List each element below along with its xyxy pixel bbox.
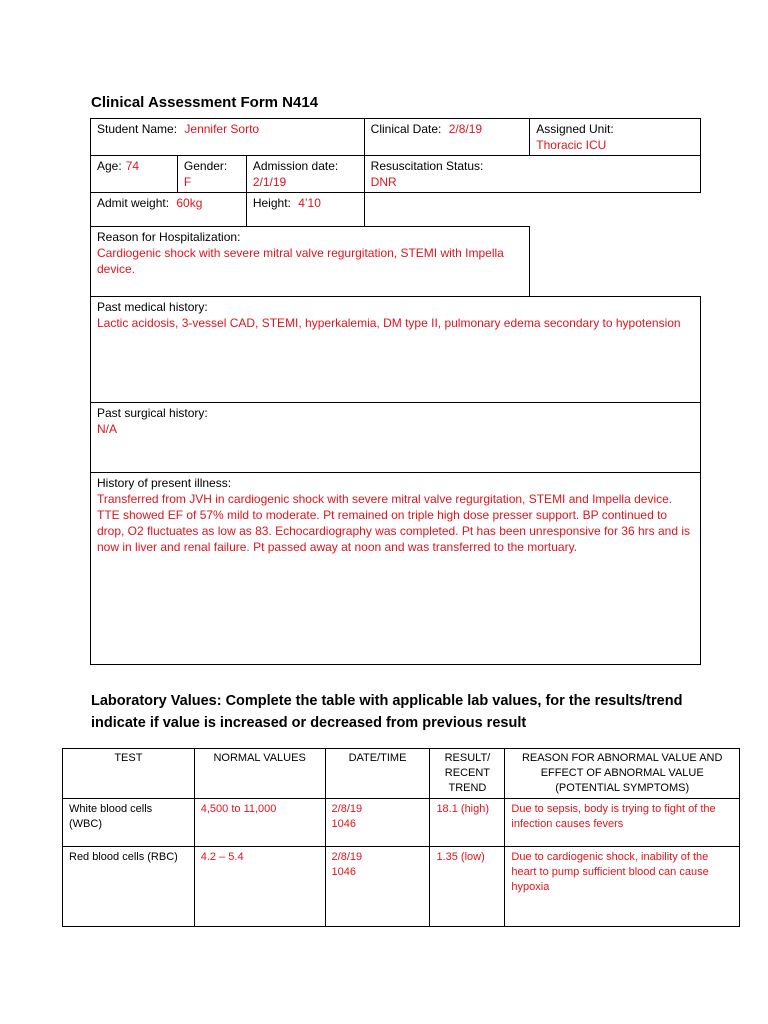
resuscitation-label: Resuscitation Status: [370,159,484,173]
empty-cell [364,193,700,227]
test-name-line2: (WBC) [69,818,102,830]
admission-date-label: Admission date: [252,159,339,173]
header-normal [194,749,325,799]
student-name-cell [91,119,365,156]
gender-value: F [183,175,192,189]
reason-text: Due to sepsis, body is trying to fight of the infection causes fevers [505,799,740,847]
gender-label: Gender: [183,159,228,173]
lab-values-heading: Laboratory Values: Complete the table with applicable lab values, for the results/trend indicate if value is increased or decreased from previous result [91,693,683,731]
assigned-unit-value: Thoracic ICU [536,138,607,152]
resuscitation-value: DNR [370,175,397,189]
height-cell [246,193,364,227]
student-name-label: Student Name: [97,122,178,136]
header-reason-line1: REASON FOR ABNORMAL VALUE AND [521,752,723,764]
header-result-line2: RECENT [444,767,491,779]
gender-cell [177,156,246,193]
psh-label: Past surgical history: [97,406,208,420]
date-time [325,847,430,927]
height-value: 4’10 [298,196,321,210]
header-test-text: TEST [114,752,143,764]
lab-header-row [63,749,740,799]
resuscitation-cell [364,156,700,193]
pmh-label: Past medical history: [97,300,208,314]
admit-weight-value: 60kg [176,196,203,210]
header-result [430,749,505,799]
pmh-cell [91,297,701,403]
hpi-label: History of present illness: [97,476,232,490]
date-value: 2/8/19 [331,803,363,815]
reason-value: Cardiogenic shock with severe mitral valve regurgitation, STEMI with Impella device. [97,246,504,276]
reason-label: Reason for Hospitalization: [97,230,241,244]
time-value: 1046 [331,866,357,878]
date-value: 2/8/19 [331,851,363,863]
header-result-line3: TREND [448,782,487,794]
assigned-unit-cell [530,119,701,156]
test-name [63,799,195,847]
table-row [63,799,740,847]
normal-value: 4.2 – 5.4 [194,847,325,927]
assigned-unit-label: Assigned Unit: [536,122,614,136]
height-label: Height: [252,196,291,210]
header-datetime [325,749,430,799]
pmh-value: Lactic acidosis, 3-vessel CAD, STEMI, hyperkalemia, DM type II, pulmonary edema secondary to hypotension [97,316,681,330]
time-value: 1046 [331,818,357,830]
clinical-date-cell [364,119,530,156]
patient-info-table [90,118,701,665]
student-name-value: Jennifer Sorto [184,122,260,136]
header-result-line1: RESULT/ [444,752,491,764]
admit-weight-label: Admit weight: [97,196,170,210]
age-value: 74 [125,159,140,173]
header-datetime-text: DATE/TIME [348,752,407,764]
result-value: 1.35 (low) [430,847,505,927]
test-name-line1: Red blood cells (RBC) [69,851,178,863]
test-name [63,847,195,927]
admit-weight-cell [91,193,247,227]
hpi-value: Transferred from JVH in cardiogenic shock with severe mitral valve regurgitation, STEMI and Impella device. TTE showed EF of 57% mild to moderate. Pt remained on triple high dose presser support. BP continued to drop, O2 fluctuates as low as 83. Echocardiography was completed. Pt has been unresponsive for 36 hrs and is now in liver and renal failure. Pt passed away at noon and was transferred to the mortuary. [97,492,691,554]
date-time [325,799,430,847]
header-test [63,749,195,799]
lab-values-table [62,748,740,927]
clinical-date-label: Clinical Date: [370,122,442,136]
admission-date-cell [246,156,364,193]
normal-value: 4,500 to 11,000 [194,799,325,847]
header-reason-line3: (POTENTIAL SYMPTOMS) [555,782,690,794]
age-cell [91,156,178,193]
header-reason-line2: EFFECT OF ABNORMAL VALUE [540,767,704,779]
result-value: 18.1 (high) [430,799,505,847]
psh-value: N/A [97,422,118,436]
clinical-date-value: 2/8/19 [448,122,483,136]
table-row [63,847,740,927]
header-normal-text: NORMAL VALUES [213,752,306,764]
hpi-cell [91,473,701,665]
age-label: Age: [97,159,122,173]
form-title: Clinical Assessment Form N414 [91,94,319,111]
admission-date-value: 2/1/19 [252,175,287,189]
header-reason [505,749,740,799]
reason-cell [91,227,530,297]
psh-cell [91,403,701,473]
reason-text: Due to cardiogenic shock, inability of the heart to pump sufficient blood can cause hypoxia [505,847,740,927]
test-name-line1: White blood cells [69,803,153,815]
